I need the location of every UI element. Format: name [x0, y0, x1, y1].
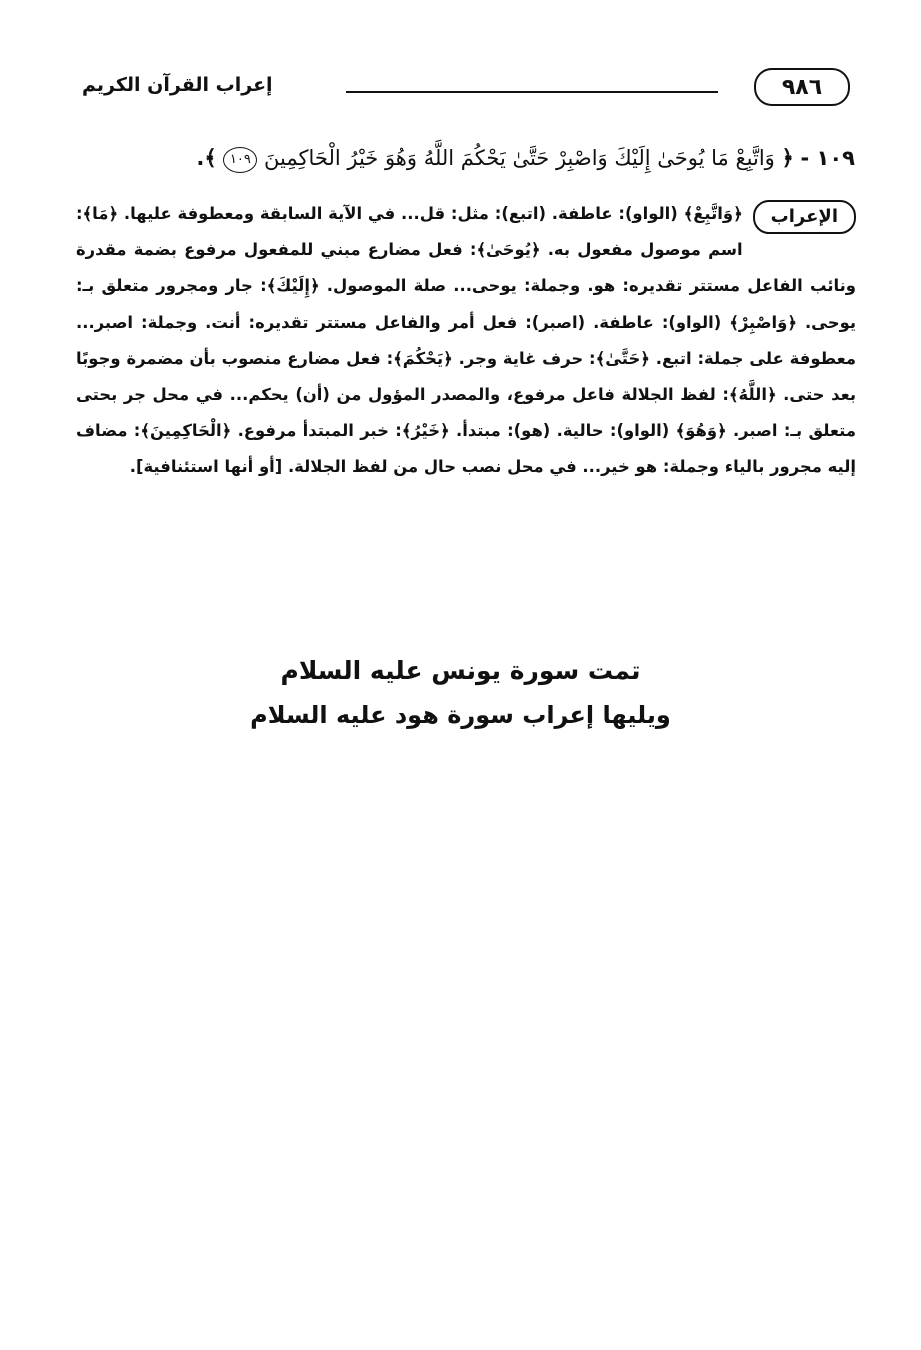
verse-close-bracket: ﴾.: [196, 146, 217, 170]
page-number: ٩٨٦: [754, 68, 850, 106]
book-title: إعراب القرآن الكريم: [82, 74, 273, 96]
verse-open-bracket: ﴿: [781, 146, 794, 170]
irab-text: ﴿وَاتَّبِعْ﴾ (الواو): عاطفة. (اتبع): مثل: قل... في الآية السابقة ومعطوفة عليها. ﴿مَا﴾: اسم موصول مفعول به. ﴿يُوحَىٰ﴾: فعل مضارع مبني للمفعول مرفوع بضمة مقدرة ونائب الفاعل مستتر تقديره: هو. وجملة: يوحى... صلة الموصول. ﴿إِلَيْكَ﴾: جار ومجرور متعلق بـ: يوحى. ﴿وَاصْبِرْ﴾ (الواو): عاطفة. (اصبر): فعل أمر والفاعل مستتر تقديره: أنت. وجملة: اصبر... معطوفة على جملة: اتبع. ﴿حَتَّىٰ﴾: حرف غاية وجر. ﴿يَحْكُمَ﴾: فعل مضارع منصوب بأن مضمرة وجوبًا بعد حتى. ﴿اللَّهُ﴾: لفظ الجلالة فاعل مرفوع، والمصدر المؤول من (أن) يحكم... في محل جر بحتى متعلق بـ: اصبر. ﴿وَهُوَ﴾ (الواو): حالية. (هو): مبتدأ. ﴿خَيْرُ﴾: خبر المبتدأ مرفوع. ﴿الْحَاكِمِينَ﴾: مضاف إليه مجرور بالياء وجملة: هو خير... في محل نصب حال من لفظ الجلالة. [أو أنها استئنافية].: [76, 204, 856, 477]
verse-number: ١٠٩ -: [800, 146, 855, 170]
surah-end-line: تمت سورة يونس عليه السلام: [280, 656, 641, 685]
verse-text: وَاتَّبِعْ مَا يُوحَىٰ إِلَيْكَ وَاصْبِرْ حَتَّىٰ يَحْكُمَ اللَّهُ وَهُوَ خَيْرُ الْحَاكِمِينَ: [264, 146, 775, 170]
ayah-number-mark: ١٠٩: [223, 147, 257, 173]
page-header: [70, 62, 850, 112]
irab-label: الإعراب: [753, 200, 856, 234]
header-rule: [346, 91, 718, 93]
quran-verse: [85, 138, 855, 178]
surah-closing: [0, 650, 921, 736]
irab-section: [76, 196, 856, 486]
next-surah-line: ويليها إعراب سورة هود عليه السلام: [250, 701, 671, 729]
